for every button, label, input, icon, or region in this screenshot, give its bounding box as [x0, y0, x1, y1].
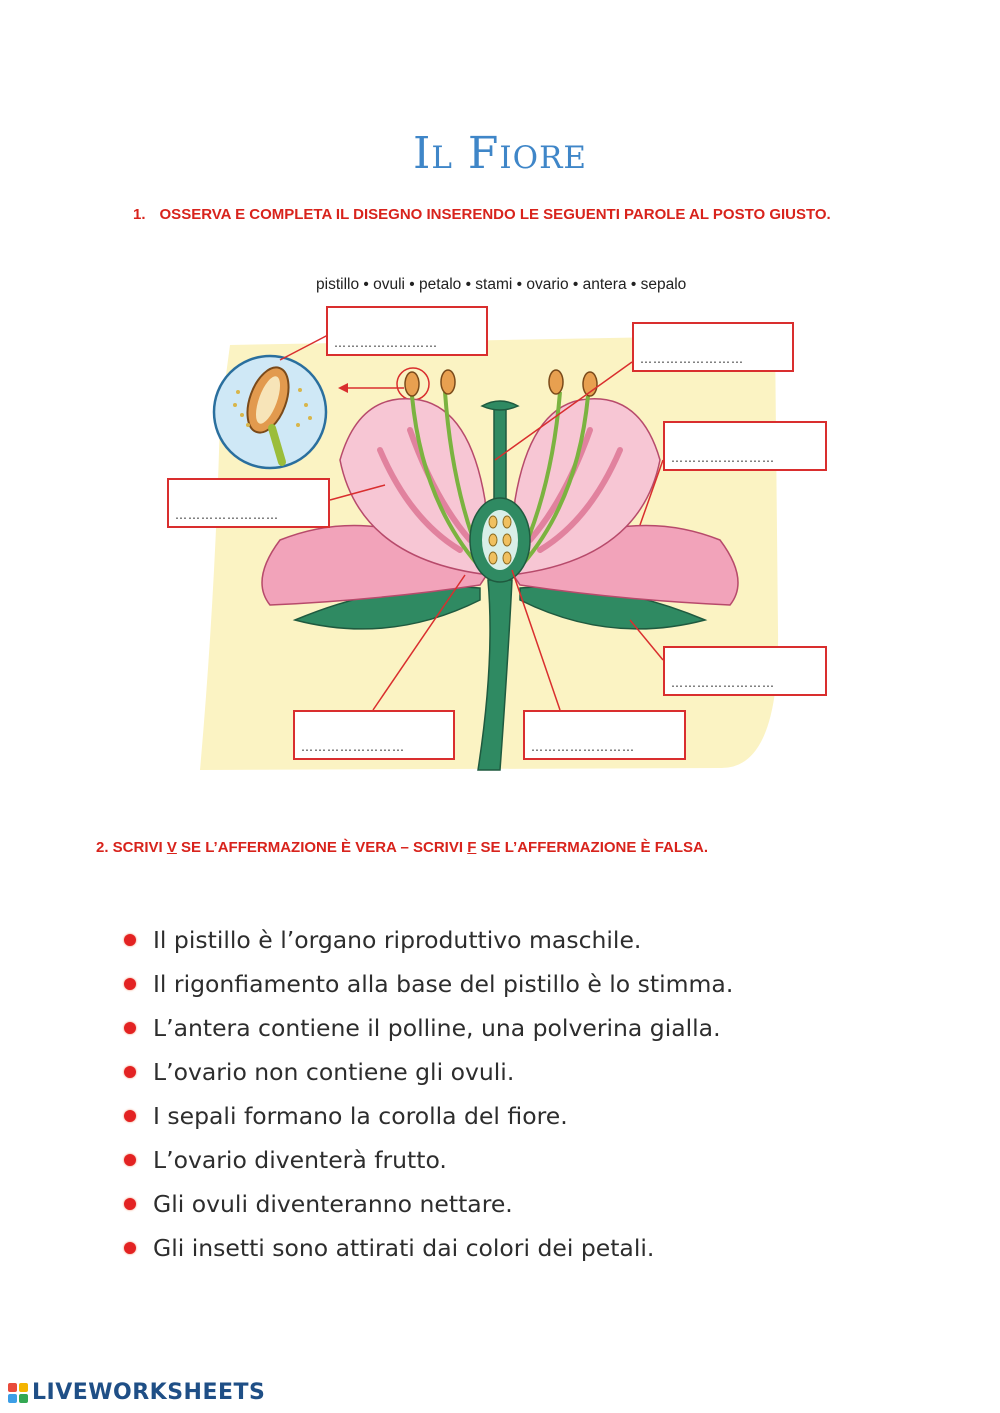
- statement-text: L’ovario diventerà frutto.: [153, 1146, 447, 1174]
- bullet-icon: [124, 1110, 136, 1122]
- statement-item[interactable]: [110, 1094, 733, 1138]
- label-blank: ……………………: [531, 740, 635, 754]
- statement-text: Il rigonfiamento alla base del pistillo è lo stimma.: [153, 970, 734, 998]
- statement-text: Il pistillo è l’organo riproduttivo maschile.: [153, 926, 642, 954]
- label-box-stamen[interactable]: [167, 478, 330, 528]
- statement-text: L’ovario non contiene gli ovuli.: [153, 1058, 515, 1086]
- question-2-prefix: 2. SCRIVI: [96, 839, 167, 856]
- true-letter: V: [166, 839, 177, 856]
- statement-text: Gli ovuli diventeranno nettare.: [153, 1190, 513, 1218]
- statement-item[interactable]: [110, 962, 733, 1006]
- label-box-ovules[interactable]: [523, 710, 686, 760]
- flower-diagram: [160, 300, 840, 780]
- label-blank: ……………………: [301, 740, 405, 754]
- bullet-icon: [124, 978, 136, 990]
- anther: [405, 372, 419, 396]
- bullet-icon: [124, 1066, 136, 1078]
- statement-text: I sepali formano la corolla del fiore.: [153, 1102, 568, 1130]
- statement-text: L’antera contiene il polline, una polverina gialla.: [153, 1014, 721, 1042]
- label-box-anther[interactable]: [326, 306, 488, 356]
- statement-item[interactable]: [110, 918, 733, 962]
- statement-list: [110, 918, 733, 1270]
- label-box-petal[interactable]: [663, 421, 827, 471]
- question-1-instruction: [133, 206, 831, 223]
- question-2-suffix: SE L’AFFERMAZIONE È FALSA.: [476, 839, 709, 856]
- label-blank: ……………………: [640, 352, 744, 366]
- label-blank: ……………………: [334, 336, 438, 350]
- anther: [441, 370, 455, 394]
- question-2-instruction: [96, 839, 708, 856]
- liveworksheets-logo-icon: [8, 1383, 28, 1403]
- flower-illustration: [160, 300, 840, 780]
- statement-item[interactable]: [110, 1182, 733, 1226]
- bullet-icon: [124, 1198, 136, 1210]
- label-blank: ……………………: [175, 508, 279, 522]
- question-2-middle: SE L’AFFERMAZIONE È VERA – SCRIVI: [176, 839, 468, 856]
- label-box-ovary[interactable]: [293, 710, 455, 760]
- label-blank: ……………………: [671, 451, 775, 465]
- statement-item[interactable]: [110, 1006, 733, 1050]
- statement-item[interactable]: [110, 1226, 733, 1270]
- bullet-icon: [124, 1022, 136, 1034]
- false-letter: F: [467, 839, 477, 856]
- question-1-text: OSSERVA E COMPLETA IL DISEGNO INSERENDO LE SEGUENTI PAROLE AL POSTO GIUSTO.: [159, 206, 831, 223]
- bullet-icon: [124, 934, 136, 946]
- anther: [549, 370, 563, 394]
- bullet-icon: [124, 1242, 136, 1254]
- label-box-pistil[interactable]: [632, 322, 794, 372]
- brand-name: LIVEWORKSHEETS: [32, 1380, 266, 1405]
- statement-item[interactable]: [110, 1138, 733, 1182]
- page-title: Il Fiore: [412, 128, 588, 179]
- word-bank: pistillo • ovuli • petalo • stami • ovario • antera • sepalo: [316, 276, 687, 293]
- statement-item[interactable]: [110, 1050, 733, 1094]
- statement-text: Gli insetti sono attirati dai colori dei petali.: [153, 1234, 655, 1262]
- footer-brand[interactable]: [8, 1380, 265, 1405]
- question-1-number: 1.: [133, 206, 146, 223]
- bullet-icon: [124, 1154, 136, 1166]
- label-box-sepal[interactable]: [663, 646, 827, 696]
- label-blank: ……………………: [671, 676, 775, 690]
